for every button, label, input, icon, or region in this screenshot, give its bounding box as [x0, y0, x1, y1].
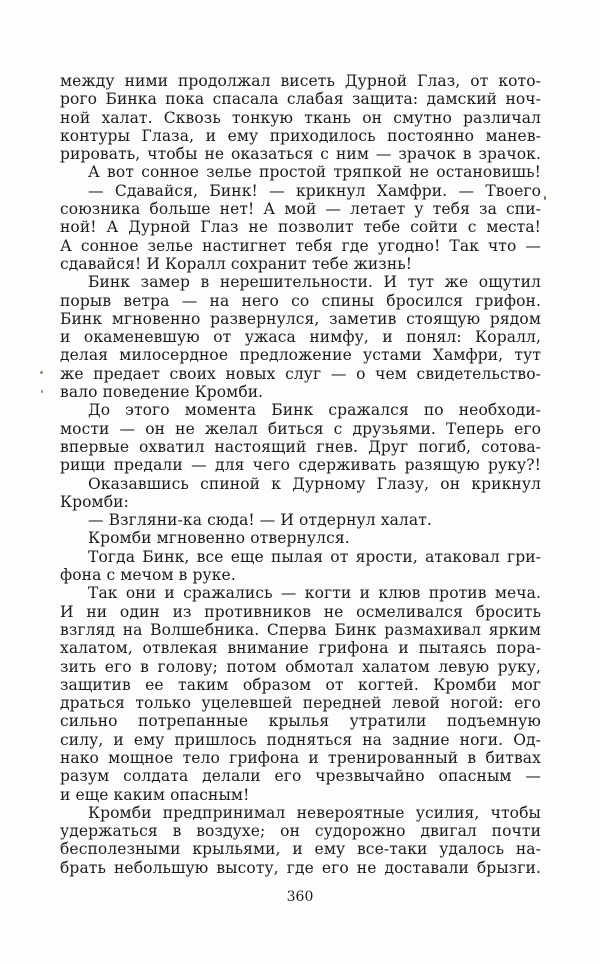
text-line: Кромби предпринимал невероятные усилия, чтобы [88, 803, 541, 822]
text-line: Бинк мгновенно развернулся, заметив стоящую рядом [60, 309, 541, 328]
text-line: — Взгляни-ка сюда! — И отдернул халат. [88, 511, 432, 530]
text-line: вало поведение Кромби. [60, 383, 264, 402]
text-line: До этого момента Бинк сражался по необходи- [88, 401, 541, 420]
text-line: Кромби мгновенно отвернулся. [88, 529, 350, 548]
text-line: рого Бинка пока спасала слабая защита: дамский ноч- [60, 90, 541, 109]
text-line: делая милосердное предложение устами Хамфри, тут [60, 346, 541, 365]
text-line: порыв ветра — на него со спины бросился грифон. [60, 291, 541, 310]
text-line: халатом, отвлекая внимание грифона и пытаясь пора- [60, 639, 541, 658]
text-line: впервые охватил настоящий гнев. Друг погиб, сотова- [60, 437, 541, 456]
text-line: и еще каким опасным! [60, 785, 250, 804]
text-line: А вот сонное зелье простой тряпкой не остановишь! [88, 163, 541, 182]
text-line: Оказавшись спиной к Дурному Глазу, он крикнул [88, 474, 541, 493]
text-line: сдавайся! И Коралл сохранит тебе жизнь! [60, 254, 413, 273]
text-line: мости — он не желал биться с друзьями. Теперь его [60, 419, 541, 438]
scan-speck [41, 390, 43, 393]
text-line: бесполезными крыльями, и ему все-таки удалось на- [60, 840, 541, 859]
text-line: Бинк замер в нерешительности. И тут же ощутил [88, 273, 541, 292]
text-line: ной! А Дурной Глаз не позволит тебе сойти с места! [60, 218, 541, 237]
text-line: между ними продолжал висеть Дурной Глаз, от кото- [60, 72, 541, 90]
text-line: А сонное зелье настигнет тебя где угодно! Так что — [60, 236, 541, 255]
text-line: защитив ее таким образом от когтей. Кромби мог [60, 675, 541, 694]
text-line: Тогда Бинк, все еще пылая от ярости, атаковал гри- [88, 547, 541, 566]
text-block [60, 72, 541, 877]
text-line: сильно потрепанные крылья утратили подъемную [60, 712, 541, 731]
text-line: Так они и сражались — когти и клюв против меча. [88, 584, 541, 603]
text-line: и окаменевшую от ужаса нимфу, и понял: Коралл, [60, 328, 541, 347]
text-line: драться только уцелевшей передней левой ногой: его [60, 694, 541, 713]
text-line: же предает своих новых слуг — о чем свидетельство- [60, 364, 541, 383]
text-line: удержаться в воздухе; он судорожно двигал почти [60, 822, 541, 841]
text-line: контуры Глаза, и ему приходилось постоянно манев- [60, 126, 541, 145]
text-line: нако мощное тело грифона и тренированный в битвах [60, 748, 541, 767]
text-line: И ни один из противников не осмеливался бросить [60, 602, 541, 621]
text-line: силу, и ему пришлось подняться на задние ноги. Од- [60, 730, 541, 749]
text-line: — Сдавайся, Бинк! — крикнул Хамфри. — Твоего [88, 181, 541, 200]
scan-speck [40, 371, 43, 374]
text-line: рировать, чтобы не оказаться с ним — зрачок в зрачок. [60, 145, 541, 164]
text-line: фона с мечом в руке. [60, 566, 236, 585]
text-line: союзника больше нет! А мой — летает у тебя за спи- [60, 200, 541, 219]
text-line: рищи предали — для чего сдерживать разящую руку?! [60, 456, 541, 475]
text-line: ной халат. Сквозь тонкую ткань он смутно различал [60, 108, 541, 127]
page-number: 360 [286, 889, 314, 905]
text-line: разум солдата делали его чрезвычайно опасным — [60, 767, 541, 786]
scan-speck [544, 196, 546, 200]
text-line: Кромби: [60, 492, 129, 511]
text-line: брать небольшую высоту, где его не доставали брызги. [60, 858, 541, 877]
text-line: зить его в голову; потом обмотал халатом левую руку, [60, 657, 541, 676]
text-line: взгляд на Волшебника. Сперва Бинк размахивал ярким [60, 620, 541, 639]
